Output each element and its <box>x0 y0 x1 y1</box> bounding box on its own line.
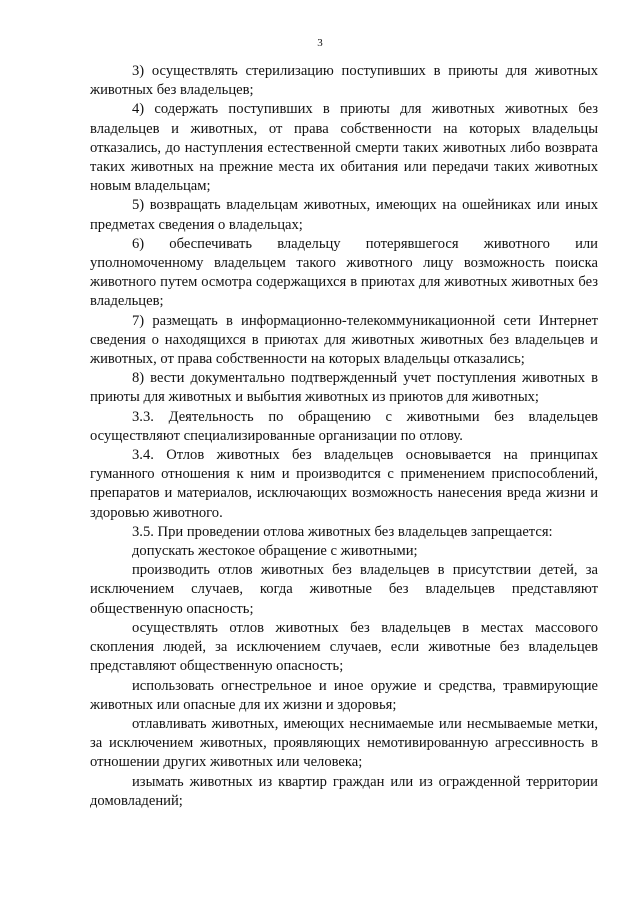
paragraph-section-3-5: 3.5. При проведении отлова животных без владельцев запрещается: <box>132 523 553 540</box>
prohibition-seizure-from-homes: изымать животных из квартир граждан или из огражденной территории домовладений; <box>90 773 598 809</box>
paragraph-section-3-4: 3.4. Отлов животных без владельцев основывается на принципах гуманного отношения к ним и производится с применением приспособлений, препаратов и материалов, исключающих возможность нанесения вреда жизни и здоровью животного. <box>90 447 598 521</box>
prohibition-cruelty: допускать жестокое обращение с животными; <box>132 543 418 560</box>
paragraph-item-7: 7) размещать в информационно-телекоммуникационной сети Интернет сведения о находящихся в приютах для животных животных без владельцев и животных, от права собственности на которых владельцы отказались; <box>90 312 598 368</box>
prohibition-crowded-places: осуществлять отлов животных без владельцев в местах массового скопления людей, за исключением случаев, если животные без владельцев представляют общественную опасность; <box>90 619 598 675</box>
page-number: 3 <box>317 37 323 49</box>
prohibition-marked-animals: отлавливать животных, имеющих неснимаемые или несмываемые метки, за исключением животных, проявляющих немотивированную агрессивность в отношении других животных или человека; <box>90 715 598 771</box>
prohibition-weapons: использовать огнестрельное и иное оружие и средства, травмирующие животных или опасные для их жизни и здоровья; <box>90 677 598 713</box>
prohibition-children-present: производить отлов животных без владельцев в присутствии детей, за исключением случаев, когда животные без владельцев представляют общественную опасность; <box>90 562 598 617</box>
paragraph-item-4: 4) содержать поступивших в приюты для животных животных без владельцев и животных, от права собственности на которых владельцы отказались, до наступления естественной смерти таких животных либо возврата таких животных на прежние места их обитания или передачи таких животных новым владельцам; <box>90 101 598 195</box>
paragraph-item-5: 5) возвращать владельцам животных, имеющих на ошейниках или иных предметах сведения о владельцах; <box>90 197 598 233</box>
paragraph-item-6: 6) обеспечивать владельцу потерявшегося животного или уполномоченному владельцем такого животного лицу возможность поиска животного путем осмотра содержащихся в приютах для животных животных без владельцев; <box>90 235 598 310</box>
paragraph-section-3-3: 3.3. Деятельность по обращению с животными без владельцев осуществляют специализированные организации по отлову. <box>90 408 598 444</box>
document-body <box>90 62 598 811</box>
paragraph-item-8: 8) вести документально подтвержденный учет поступления животных в приюты для животных и выбытия животных из приютов для животных; <box>90 370 598 406</box>
paragraph-item-3: 3) осуществлять стерилизацию поступивших в приюты для животных животных без владельцев; <box>90 63 598 99</box>
